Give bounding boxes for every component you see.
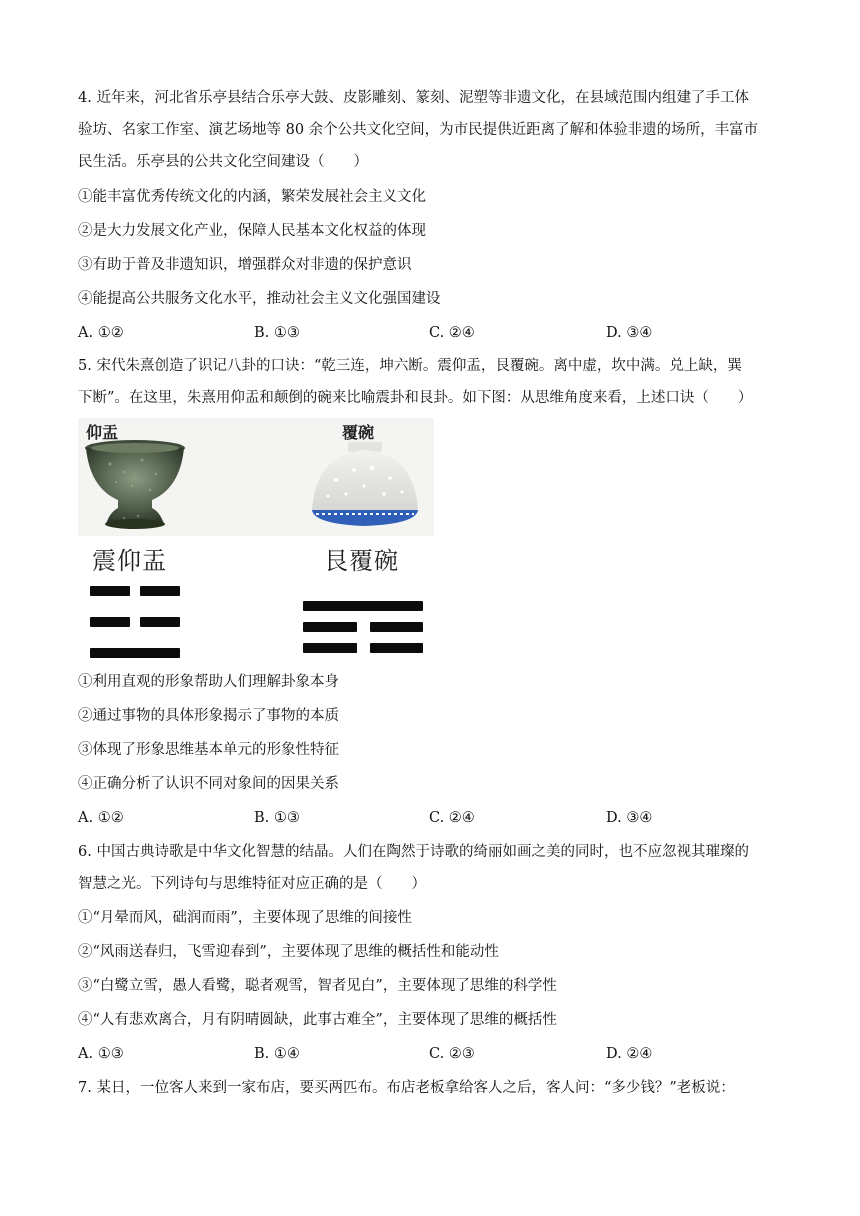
zhen-line-1-right [140, 586, 180, 596]
q6-option-d[interactable]: D. ②④ [606, 1046, 653, 1062]
q6-option-c[interactable]: C. ②③ [429, 1046, 475, 1062]
q4-option-b[interactable]: B. ①③ [254, 325, 300, 341]
gen-fuwan-label: 艮覆碗 [324, 547, 399, 575]
q7-stem-line-1: 7. 某日，一位客人来到一家布店，要买两匹布。布店老板拿给客人之后，客人问：“多少钱？”老板说： [78, 1080, 735, 1096]
gen-line-2-right [370, 622, 423, 632]
q5-statement-4: ④正确分析了认识不同对象间的因果关系 [78, 776, 339, 792]
fuwan-small-label: 覆碗 [342, 423, 375, 442]
zhen-line-1-left [90, 586, 130, 596]
q5-statement-1: ①利用直观的形象帮助人们理解卦象本身 [78, 674, 339, 690]
q5-option-a[interactable]: A. ①② [78, 810, 124, 826]
q6-statement-2: ②“风雨送春归，飞雪迎春到”，主要体现了思维的概括性和能动性 [78, 944, 499, 960]
zhen-line-3 [90, 648, 180, 658]
gen-line-3-right [370, 643, 423, 653]
q4-statement-1: ①能丰富优秀传统文化的内涵，繁荣发展社会主义文化 [78, 189, 426, 205]
q5-options [78, 808, 798, 828]
q5-option-b[interactable]: B. ①③ [254, 810, 300, 826]
q4-stem-line-2: 验坊、名家工作室、演艺场地等 80 余个公共文化空间，为市民提供近距离了解和体验非遗的场所，丰富市 [78, 122, 759, 138]
q6-stem-line-2: 智慧之光。下列诗句与思维特征对应正确的是（ ） [78, 876, 426, 892]
q4-stem-line-3: 民生活。乐亭县的公共文化空间建设（ ） [78, 154, 368, 170]
q5-stem-line-2: 下断”。在这里，朱熹用仰盂和颠倒的碗来比喻震卦和艮卦。如下图：从思维角度来看，上述口诀（ ） [78, 390, 753, 406]
q4-statement-3: ③有助于普及非遗知识，增强群众对非遗的保护意识 [78, 257, 412, 273]
gen-line-3-left [303, 643, 357, 653]
q6-options [78, 1044, 798, 1064]
q5-option-c[interactable]: C. ②④ [429, 810, 475, 826]
q5-statement-3: ③体现了形象思维基本单元的形象性特征 [78, 742, 339, 758]
zhen-line-2-left [90, 617, 130, 627]
bagua-figure [78, 418, 438, 666]
q6-option-b[interactable]: B. ①④ [254, 1046, 300, 1062]
q4-statement-2: ②是大力发展文化产业，保障人民基本文化权益的体现 [78, 223, 426, 239]
q4-option-a[interactable]: A. ①② [78, 325, 124, 341]
q5-statement-2: ②通过事物的具体形象揭示了事物的本质 [78, 708, 339, 724]
q5-stem-line-1: 5. 宋代朱熹创造了识记八卦的口诀：“乾三连，坤六断。震仰盂，艮覆碗。离中虚，坎中满。兑上缺，巽 [78, 358, 742, 374]
q6-statement-1: ①“月晕而风，础润而雨”，主要体现了思维的间接性 [78, 910, 412, 926]
zhen-line-2-right [140, 617, 180, 627]
gen-line-2-left [303, 622, 357, 632]
q4-options [78, 323, 798, 343]
q6-statement-4: ④“人有悲欢离合，月有阴晴圆缺，此事古难全”，主要体现了思维的概括性 [78, 1012, 557, 1028]
q6-option-a[interactable]: A. ①③ [78, 1046, 124, 1062]
q6-stem-line-1: 6. 中国古典诗歌是中华文化智慧的结晶。人们在陶然于诗歌的绮丽如画之美的同时，也不应忽视其璀璨的 [78, 844, 749, 860]
zhen-yangyu-label: 震仰盂 [92, 547, 167, 575]
bronze-vessel-icon [80, 438, 190, 534]
yangyu-small-label: 仰盂 [86, 423, 119, 442]
q5-option-d[interactable]: D. ③④ [606, 810, 653, 826]
q4-option-c[interactable]: C. ②④ [429, 325, 475, 341]
q4-option-d[interactable]: D. ③④ [606, 325, 653, 341]
porcelain-bowl-icon [306, 440, 424, 532]
gen-line-1 [303, 601, 423, 611]
q4-stem-line-1: 4. 近年来，河北省乐亭县结合乐亭大鼓、皮影雕刻、篆刻、泥塑等非遗文化，在县域范围内组建了手工体 [78, 90, 749, 106]
q4-statement-4: ④能提高公共服务文化水平，推动社会主义文化强国建设 [78, 291, 441, 307]
q6-statement-3: ③“白鹭立雪，愚人看鹭，聪者观雪，智者见白”，主要体现了思维的科学性 [78, 978, 557, 994]
